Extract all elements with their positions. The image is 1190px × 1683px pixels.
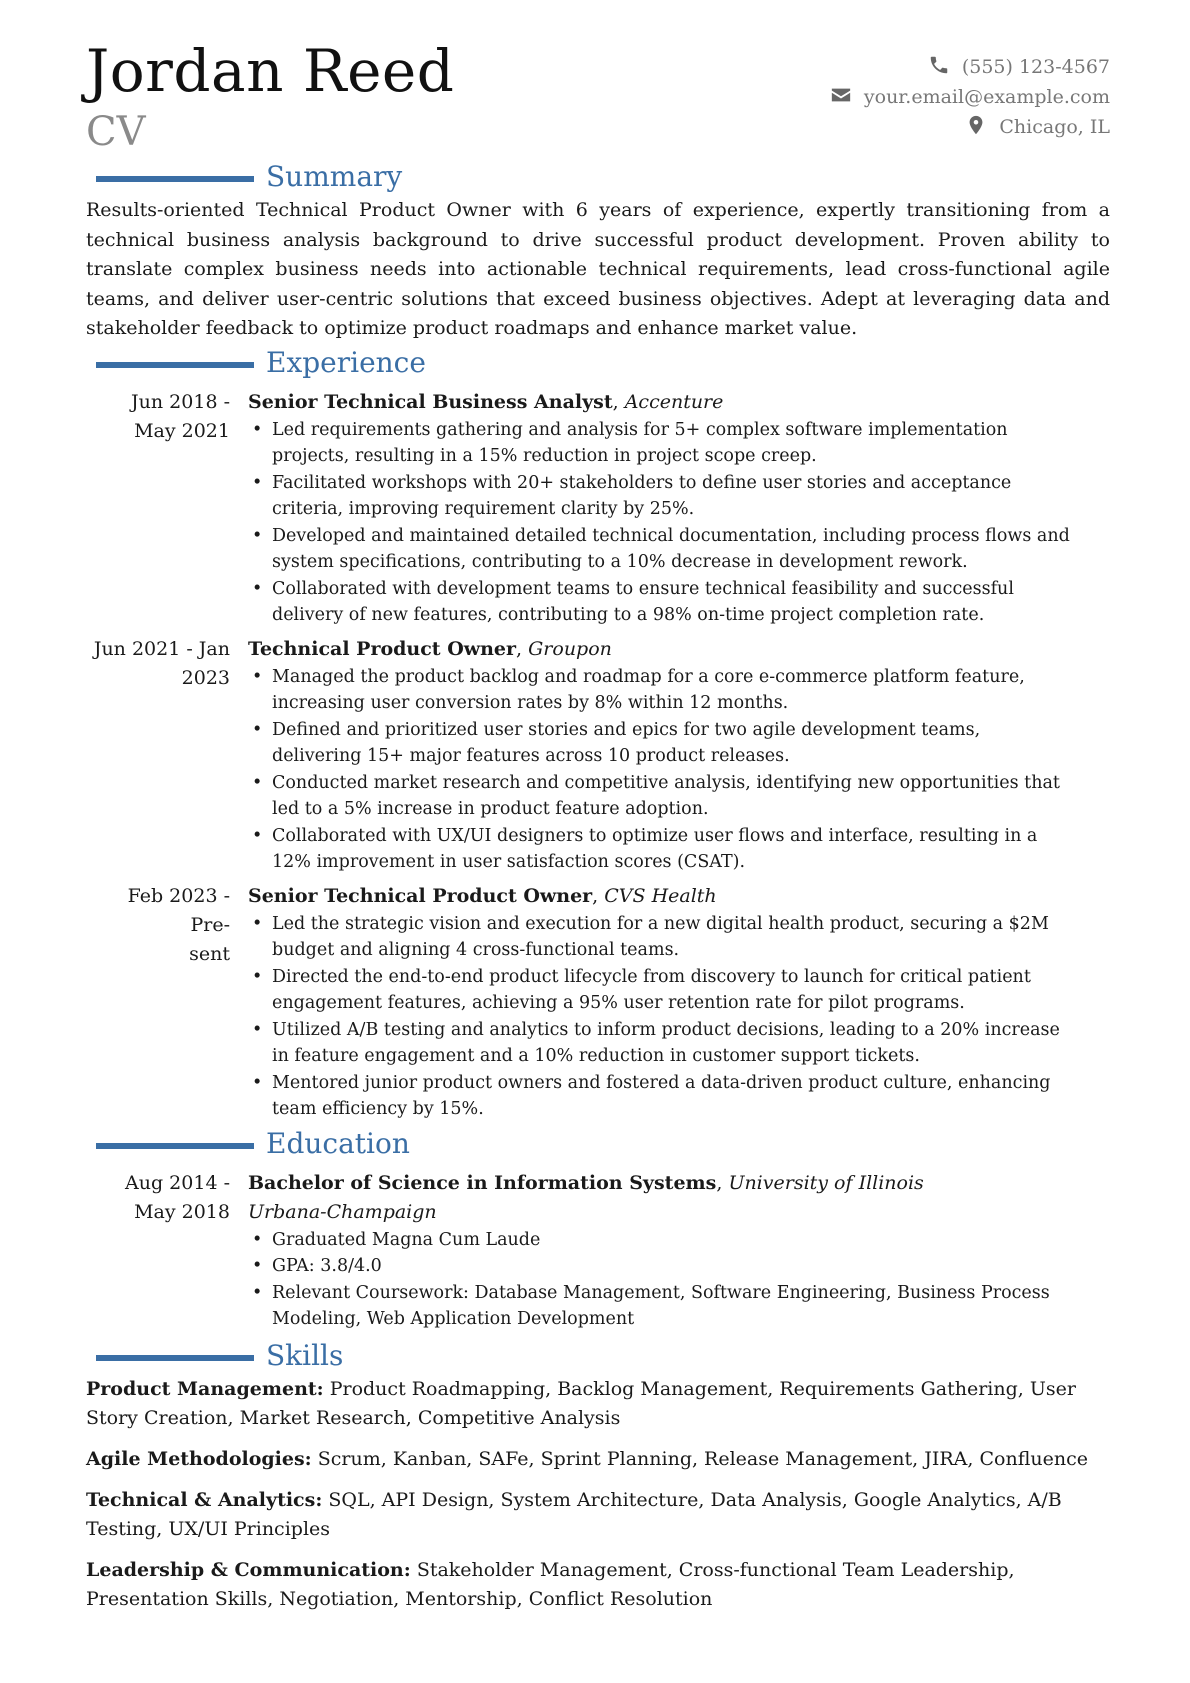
bullet-item: • Utilized A/B testing and analytics to inform product decisions, leading to a 20% increase in feature engagement and a 10% reduction in customer support tickets. — [248, 1017, 1072, 1070]
bullet-item: • Led requirements gathering and analysis for 5+ complex software implementation projects, resulting in a 15% reduction in project scope creep. — [248, 417, 1072, 470]
bullet-item: • Graduated Magna Cum Laude — [248, 1227, 1072, 1254]
bullet-item: • Defined and prioritized user stories and epics for two agile development teams, delivering 15+ major features across 10 product releases. — [248, 717, 1072, 770]
date-end: May 2018 — [134, 1200, 230, 1223]
entry-date — [86, 635, 248, 876]
education-entry — [86, 1169, 1110, 1333]
experience-entry — [86, 388, 1110, 629]
entry-date — [86, 1169, 248, 1333]
section-accent-bar — [96, 1355, 254, 1361]
summary-text: Results-oriented Technical Product Owner with 6 years of experience, expertly transitioning from a technical business analysis background to drive successful product development. Proven ability to translate complex business needs into actionable technical requirements, lead cross-functional agile teams, and deliver user-centric solutions that exceed business objectives. Adept at leveraging data and stakeholder feedback to optimize product roadmaps and enhance market value. — [86, 199, 1110, 339]
bullet-item: • Relevant Coursework: Database Management, Software Engineering, Business Process Modeling, Web Application Development — [248, 1280, 1072, 1333]
job-role: Senior Technical Product Owner — [248, 884, 593, 907]
skill-group — [86, 1556, 1110, 1614]
date-end: 2023 — [181, 666, 230, 689]
bullet-item: • Collaborated with development teams to ensure technical feasibility and successful delivery of new features, contributing to a 98% on-time project completion rate. — [248, 576, 1072, 629]
skill-category: Technical & Analytics: — [86, 1488, 323, 1511]
summary-heading — [86, 162, 1110, 196]
resume-page — [86, 0, 1110, 1626]
resume-header — [86, 0, 1110, 160]
entry-body — [248, 882, 1110, 1123]
bullet-item: • Conducted market research and competitive analysis, identifying new opportunities that led to a 5% increase in product feature adoption. — [248, 770, 1072, 823]
phone-icon — [928, 54, 962, 81]
skill-items: Stakeholder Management, Cross-functional Team Leadership, Presentation Skills, Negotiation, Mentorship, Conflict Resolution — [86, 1558, 1015, 1610]
contact-info — [830, 52, 1110, 142]
date-start: Jun 2018 - — [131, 390, 230, 413]
bullet-list — [248, 1227, 1110, 1333]
bullet-list — [248, 664, 1110, 876]
entry-body — [248, 1169, 1110, 1333]
skill-items: Product Roadmapping, Backlog Management, Requirements Gathering, User Story Creation, Market Research, Competitive Analysis — [86, 1377, 1076, 1429]
document-title: CV — [86, 109, 146, 155]
bullet-list — [248, 417, 1110, 629]
date-end: sent — [189, 942, 230, 965]
entry-title: Senior Technical Business Analyst, Accenture — [248, 390, 724, 413]
section-accent-bar — [96, 362, 254, 368]
date-start: Feb 2023 - Pre- — [127, 884, 230, 936]
skill-items: Scrum, Kanban, SAFe, Sprint Planning, Release Management, JIRA, Confluence — [317, 1447, 1088, 1470]
experience-heading — [86, 345, 1110, 382]
skills-list — [86, 1375, 1110, 1614]
job-role: Senior Technical Business Analyst — [248, 390, 613, 413]
bullet-item: • GPA: 3.8/4.0 — [248, 1253, 1072, 1280]
entry-title: Technical Product Owner, Groupon — [248, 637, 612, 660]
bullet-item: • Mentored junior product owners and fostered a data-driven product culture, enhancing team efficiency by 15%. — [248, 1070, 1072, 1123]
skill-category: Leadership & Communication: — [86, 1558, 411, 1581]
date-end: May 2021 — [134, 419, 230, 442]
skill-group — [86, 1445, 1110, 1474]
experience-list — [86, 388, 1110, 1123]
entry-title: Senior Technical Product Owner, CVS Health — [248, 884, 717, 907]
skills-heading — [86, 1338, 1110, 1375]
entry-title: Bachelor of Science in Information Systems, University of Illinois Urbana-Champaign — [248, 1171, 924, 1223]
entry-date — [86, 882, 248, 1123]
candidate-name: Jordan Reed — [86, 37, 455, 105]
employer: CVS Health — [604, 884, 717, 907]
section-accent-bar — [96, 1143, 254, 1149]
contact-email — [830, 82, 1110, 112]
degree: Bachelor of Science in Information Systems — [248, 1171, 717, 1194]
phone-number: (555) 123-4567 — [961, 56, 1110, 78]
section-title-skills: Skills — [266, 1338, 344, 1372]
contact-location — [830, 112, 1110, 142]
bullet-item: • Facilitated workshops with 20+ stakeholders to define user stories and acceptance criteria, improving requirement clarity by 25%. — [248, 470, 1072, 523]
date-start: Aug 2014 - — [125, 1171, 230, 1194]
entry-body — [248, 388, 1110, 629]
job-role: Technical Product Owner — [248, 637, 517, 660]
experience-entry — [86, 882, 1110, 1123]
section-accent-bar — [96, 176, 254, 182]
bullet-item: • Developed and maintained detailed technical documentation, including process flows and system specifications, contributing to a 10% decrease in development rework. — [248, 523, 1072, 576]
section-title-education: Education — [266, 1126, 410, 1160]
employer: Accenture — [624, 390, 724, 413]
map-pin-icon — [965, 114, 999, 141]
location-text: Chicago, IL — [999, 116, 1110, 138]
bullet-item: • Led the strategic vision and execution for a new digital health product, securing a $2M budget and aligning 4 cross-functional teams. — [248, 911, 1072, 964]
email-address[interactable]: your.email@example.com — [863, 86, 1110, 108]
skill-group — [86, 1486, 1110, 1544]
envelope-icon — [830, 84, 864, 111]
entry-date — [86, 388, 248, 629]
bullet-item: • Managed the product backlog and roadmap for a core e-commerce platform feature, increasing user conversion rates by 8% within 12 months. — [248, 664, 1072, 717]
entry-body — [248, 635, 1110, 876]
date-start: Jun 2021 - Jan — [93, 637, 230, 660]
contact-phone — [830, 52, 1110, 82]
section-title-summary: Summary — [266, 160, 403, 193]
institution: University of Illinois Urbana-Champaign — [248, 1171, 924, 1223]
employer: Groupon — [528, 637, 612, 660]
skill-group — [86, 1375, 1110, 1433]
skill-items: SQL, API Design, System Architecture, Data Analysis, Google Analytics, A/B Testing, UX/UI Principles — [86, 1488, 1062, 1540]
experience-entry — [86, 635, 1110, 876]
section-title-experience: Experience — [266, 345, 426, 379]
bullet-list — [248, 911, 1110, 1123]
bullet-item: • Collaborated with UX/UI designers to optimize user flows and interface, resulting in a 12% improvement in user satisfaction scores (CSAT). — [248, 823, 1072, 876]
skill-category: Agile Methodologies: — [86, 1447, 312, 1470]
skill-category: Product Management: — [86, 1377, 324, 1400]
bullet-item: • Directed the end-to-end product lifecycle from discovery to launch for critical patient engagement features, achieving a 95% user retention rate for pilot programs. — [248, 964, 1072, 1017]
education-heading — [86, 1126, 1110, 1163]
